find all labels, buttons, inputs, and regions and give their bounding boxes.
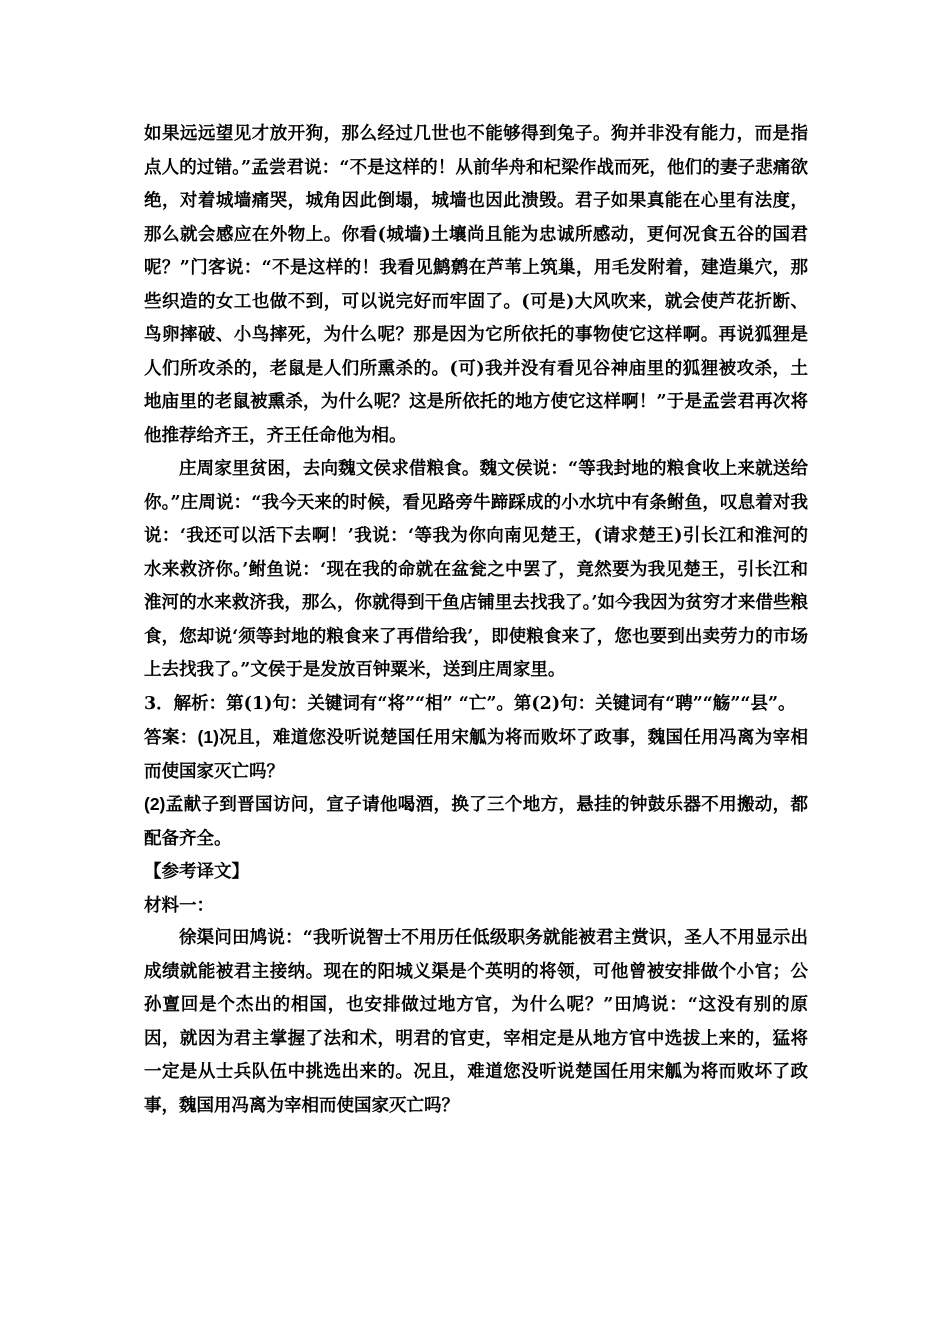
translation-paragraph-mengchangjun: 如果远远望见才放开狗，那么经过几世也不能够得到兔子。狗并非没有能力，而是指点人的过错。”孟尝君说：“不是这样的！从前华舟和杞梁作战而死，他们的妻子悲痛欲绝，对着城墙痛哭，城角因此倒塌，城墙也因此溃毁。君子如果真能在心里有法度，那么就会感应在外物上。你看(城墙)土壤尚且能为忠诚所感动，更何况食五谷的国君呢？”门客说：“不是这样的！我看见鹪鹩在芦苇上筑巢，用毛发附着，建造巢穴，那些织造的女工也做不到，可以说完好而牢固了。(可是)大风吹来，就会使芦花折断、鸟卵摔破、小鸟摔死，为什么呢？那是因为它所依托的事物使它这样啊。再说狐狸是人们所攻杀的，老鼠是人们所熏杀的。(可)我并没有看见谷神庙里的狐狸被攻杀，土地庙里的老鼠被熏杀，为什么呢？这是所依托的地方使它这样啊！”于是孟尝君再次将他推荐给齐王，齐王任命他为相。 bbox=[144, 124, 808, 446]
document-body bbox=[144, 118, 808, 1123]
material-one-heading: 材料一： bbox=[144, 894, 214, 915]
reference-translation-heading: 【参考译文】 bbox=[144, 861, 249, 881]
translation-paragraph-zhuangzhou: 庄周家里贫困，去向魏文侯求借粮食。魏文侯说：“等我封地的粮食收上来就送给你。”庄周说：“我今天来的时候，看见路旁牛蹄踩成的小水坑中有条鲋鱼，叹息着对我说：‘我还可以活下去啊！’我说：‘等我为你向南见楚王，(请求楚王)引长江和淮河的水来救济你。’鲋鱼说：‘现在我的命就在盆瓮之中罢了，竟然要为我见楚王，引长江和淮河的水来救济我，那么，你就得到干鱼店铺里去找我了。’如今我因为贫穷才来借些粮食，您却说‘须等封地的粮食来了再借给我’，即使粮食来了，您也要到出卖劳力的市场上去找我了。”文侯于是发放百钟粟米，送到庄周家里。 bbox=[144, 459, 808, 680]
answer-1: 答案：(1)况且，难道您没听说楚国任用宋觚为将而败坏了政事，魏国任用冯离为宰相而使国家灭亡吗？ bbox=[144, 727, 808, 781]
question-3-analysis: 3．解析：第(1)句：关键词有“将”“相” “亡”。第(2)句：关键词有“聘”“觞”“县”。 bbox=[144, 693, 796, 714]
answer-2: (2)孟献子到晋国访问，宣子请他喝酒，换了三个地方，悬挂的钟鼓乐器不用搬动，都配备齐全。 bbox=[144, 794, 808, 848]
translation-paragraph-xuqu: 徐渠问田鸠说：“我听说智士不用历任低级职务就能被君主赏识，圣人不用显示出成绩就能被君主接纳。现在的阳城义渠是个英明的将领，可他曾被安排做个小官；公孙亶回是个杰出的相国，也安排做过地方官，为什么呢？”田鸠说：“这没有别的原因，就因为君主掌握了法和术，明君的官吏，宰相定是从地方官中选拔上来的，猛将一定是从士兵队伍中挑选出来的。况且，难道您没听说楚国任用宋觚为将而败坏了政事，魏国用冯离为宰相而使国家灭亡吗？ bbox=[144, 928, 808, 1116]
